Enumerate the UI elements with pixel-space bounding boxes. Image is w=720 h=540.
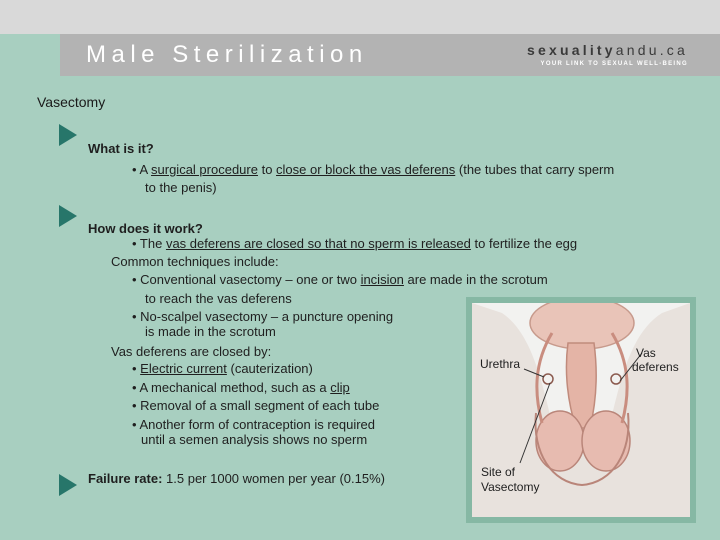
brand-tagline: YOUR LINK TO SEXUAL WELL-BEING bbox=[540, 61, 688, 67]
slide-title: Male Sterilization bbox=[86, 41, 368, 68]
how-line6: is made in the scrotum bbox=[145, 324, 276, 339]
what-bullet-line1 bbox=[132, 161, 614, 179]
brand-name-bold: sexuality bbox=[527, 42, 616, 58]
link-electric-current[interactable]: Electric current bbox=[140, 361, 227, 376]
how-line7: Vas deferens are closed by: bbox=[111, 344, 272, 359]
label-vasectomy: Vasectomy bbox=[481, 480, 540, 494]
label-deferens: deferens bbox=[632, 360, 679, 374]
how-line3 bbox=[132, 271, 548, 289]
label-vas: Vas bbox=[636, 346, 656, 360]
vasectomy-site-right bbox=[611, 374, 621, 384]
bullet-arrow-icon bbox=[59, 124, 77, 146]
testis-left bbox=[536, 411, 584, 471]
question-how: How does it work? bbox=[88, 221, 203, 236]
how-line5: • No-scalpel vasectomy – a puncture opening bbox=[132, 309, 394, 324]
text-part: • A bbox=[132, 162, 152, 177]
text-part: • The bbox=[132, 236, 166, 251]
text-part: (cauterization) bbox=[226, 361, 313, 376]
title-bar bbox=[60, 34, 720, 76]
failure-rate bbox=[88, 470, 385, 488]
vasectomy-site-left bbox=[543, 374, 553, 384]
failure-rate-value: 1.5 per 1000 women per year (0.15%) bbox=[162, 471, 385, 486]
link-close-block-vas[interactable]: close or block the vas deferens bbox=[276, 162, 456, 177]
link-clip[interactable]: clip bbox=[330, 380, 350, 395]
text-part: to bbox=[257, 162, 277, 177]
link-vas-closed[interactable]: vas deferens are closed so that no sperm is released bbox=[165, 236, 471, 251]
how-line9 bbox=[132, 379, 350, 397]
top-bar bbox=[0, 0, 720, 34]
link-incision[interactable]: incision bbox=[360, 272, 404, 287]
label-site-of: Site of bbox=[481, 465, 516, 479]
brand-name bbox=[527, 42, 688, 58]
how-line2: Common techniques include: bbox=[111, 254, 279, 269]
how-line1 bbox=[132, 235, 577, 253]
text-part: are made in the scrotum bbox=[403, 272, 548, 287]
bullet-arrow-icon bbox=[59, 205, 77, 227]
how-line11: • Another form of contraception is required bbox=[132, 417, 376, 432]
label-urethra: Urethra bbox=[480, 357, 521, 371]
how-line10: • Removal of a small segment of each tube bbox=[132, 398, 380, 413]
text-part: • Conventional vasectomy – one or two bbox=[132, 272, 361, 287]
question-what: What is it? bbox=[88, 141, 154, 156]
failure-rate-label: Failure rate: bbox=[88, 471, 163, 486]
how-line4: to reach the vas deferens bbox=[145, 291, 292, 306]
bullet-arrow-icon bbox=[59, 474, 77, 496]
text-part: • A mechanical method, such as a bbox=[132, 380, 331, 395]
how-line12: until a semen analysis shows no sperm bbox=[141, 432, 368, 447]
text-part: • bbox=[132, 361, 141, 376]
brand-name-rest: andu.ca bbox=[615, 42, 688, 58]
text-part: to fertilize the egg bbox=[470, 236, 578, 251]
text-part: (the tubes that carry sperm bbox=[455, 162, 615, 177]
link-surgical-procedure[interactable]: surgical procedure bbox=[151, 162, 258, 177]
brand-logo bbox=[527, 42, 688, 67]
what-bullet-line2: to the penis) bbox=[145, 180, 217, 195]
section-heading: Vasectomy bbox=[37, 94, 106, 110]
how-line8 bbox=[132, 360, 313, 378]
